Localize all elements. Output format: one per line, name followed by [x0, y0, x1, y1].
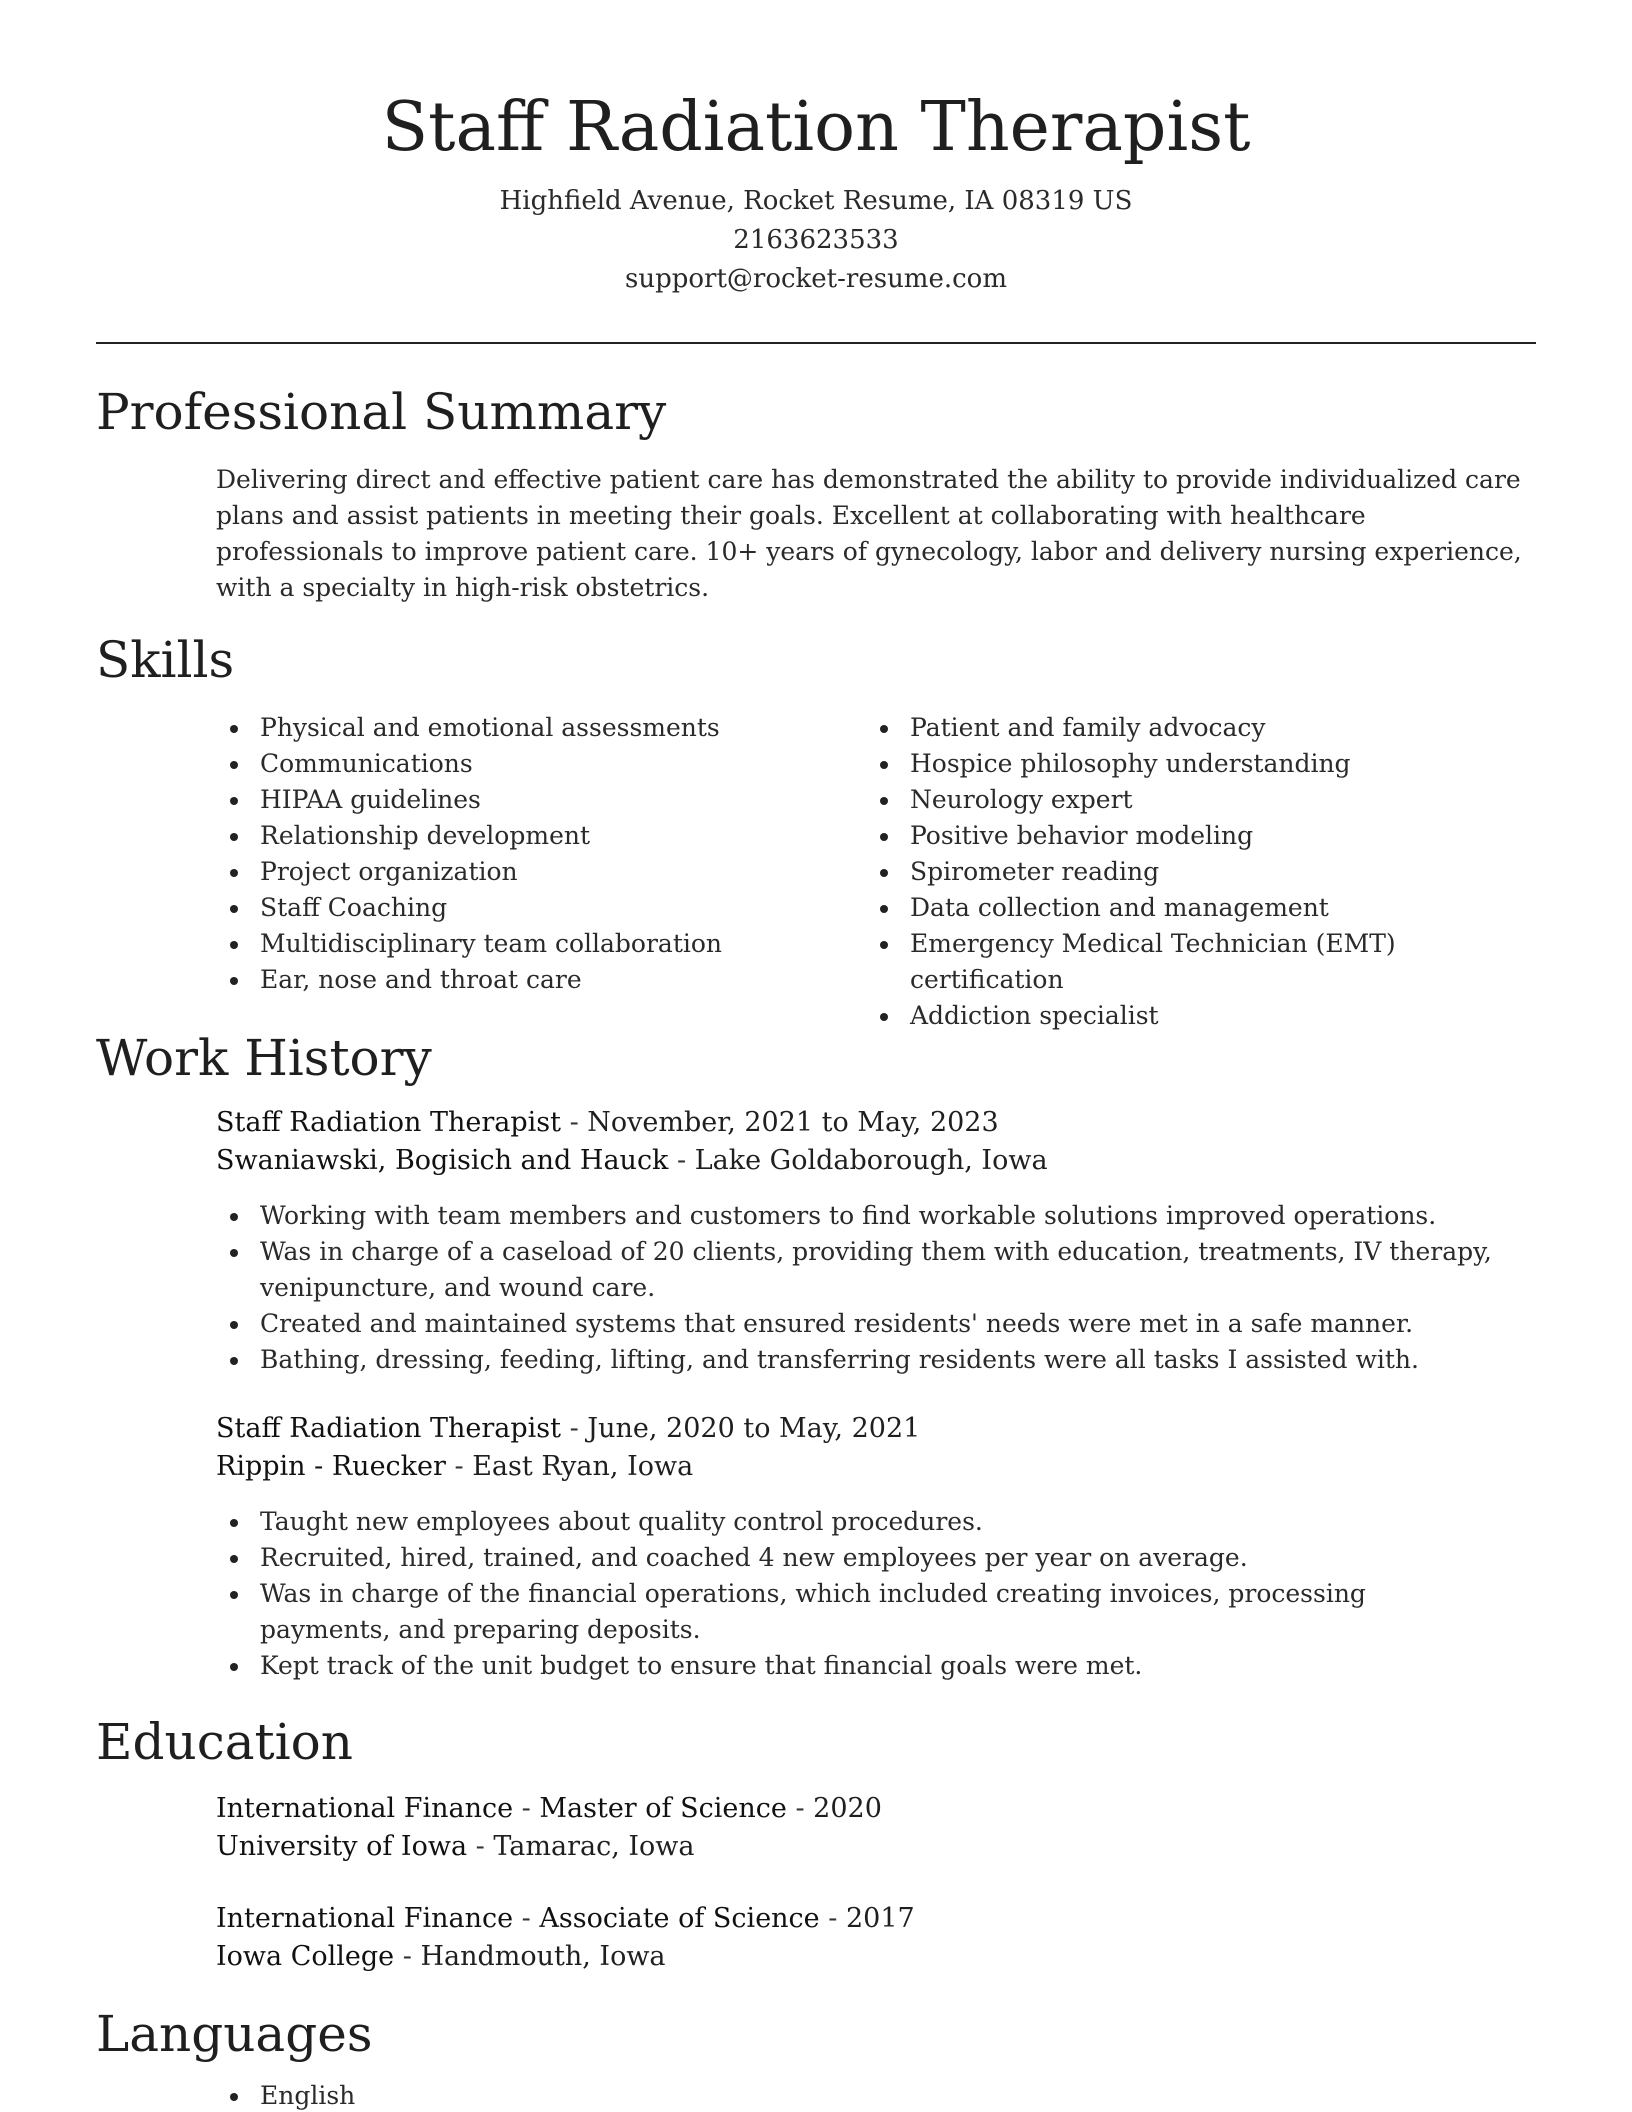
- list-item: Relationship development: [216, 818, 856, 854]
- list-item: Bathing, dressing, feeding, lifting, and transferring residents were all tasks I assisted with.: [216, 1342, 1536, 1378]
- job-company: Swaniawski, Bogisich and Hauck: [216, 1145, 669, 1176]
- school-name: Iowa College: [216, 1941, 395, 1972]
- job-entry: [216, 1104, 1536, 1180]
- summary-text: Delivering direct and effective patient care has demonstrated the ability to provide individualized care plans and assist patients in meeting their goals. Excellent at collaborating with healthcare professionals to improve patient care. 10+ years of gynecology, labor and delivery nursing experience, with a specialty in high-risk obstetrics.: [216, 465, 1522, 602]
- address: Highfield Avenue, Rocket Resume, IA 08319 US: [499, 186, 1133, 216]
- job-dates: June, 2020 to May, 2021: [587, 1413, 921, 1444]
- summary-heading: Professional Summary: [96, 383, 667, 441]
- skills-list-right: [866, 710, 1546, 1034]
- list-item: Data collection and management: [866, 890, 1546, 926]
- school-location: Handmouth, Iowa: [420, 1941, 666, 1972]
- education-heading: Education: [96, 1713, 353, 1771]
- list-item: Project organization: [216, 854, 856, 890]
- email: support@rocket-resume.com: [624, 264, 1007, 294]
- resume-header: [96, 84, 1536, 299]
- job-title-line: [216, 1410, 1536, 1448]
- list-item: English: [216, 2078, 1536, 2112]
- separator: -: [561, 1107, 588, 1138]
- list-item: Patient and family advocacy: [866, 710, 1546, 746]
- skills-heading: Skills: [96, 631, 235, 689]
- job-company-line: [216, 1142, 1536, 1180]
- list-item: Multidisciplinary team collaboration: [216, 926, 856, 962]
- separator: -: [467, 1831, 494, 1862]
- work-history-heading: Work History: [96, 1029, 432, 1087]
- languages-heading: Languages: [96, 2005, 373, 2063]
- job-dates: November, 2021 to May, 2023: [587, 1107, 999, 1138]
- list-item: Created and maintained systems that ensured residents' needs were met in a safe manner.: [216, 1306, 1536, 1342]
- job-role: Staff Radiation Therapist: [216, 1107, 561, 1138]
- phone: 2163623533: [733, 225, 899, 255]
- job-company-line: [216, 1448, 1536, 1486]
- list-item: Taught new employees about quality control procedures.: [216, 1504, 1536, 1540]
- education-entry: [216, 1790, 1536, 1866]
- degree-line: [216, 1900, 1536, 1938]
- separator: -: [786, 1793, 814, 1824]
- list-item: Positive behavior modeling: [866, 818, 1546, 854]
- contact-info: [96, 182, 1536, 299]
- separator: -: [513, 1903, 540, 1934]
- job-bullets: [216, 1198, 1536, 1378]
- job-title-line: [216, 1104, 1536, 1142]
- separator: -: [445, 1451, 473, 1482]
- job-bullets: [216, 1504, 1536, 1684]
- education-entry: [216, 1900, 1536, 1976]
- list-item: Was in charge of a caseload of 20 clients, providing them with education, treatments, IV therapy, venipuncture, and wound care.: [216, 1234, 1536, 1306]
- list-item: Physical and emotional assessments: [216, 710, 856, 746]
- list-item: Addiction specialist: [866, 998, 1546, 1034]
- job-entry: [216, 1410, 1536, 1486]
- list-item: Ear, nose and throat care: [216, 962, 856, 998]
- skills-list-left: [216, 710, 856, 998]
- degree: Associate of Science: [539, 1903, 820, 1934]
- list-item: Emergency Medical Technician (EMT) certification: [866, 926, 1546, 998]
- school-name: University of Iowa: [216, 1831, 468, 1862]
- list-item: Was in charge of the financial operations, which included creating invoices, processing payments, and preparing deposits.: [216, 1576, 1536, 1648]
- list-item: Working with team members and customers to find workable solutions improved operations.: [216, 1198, 1536, 1234]
- field-of-study: International Finance: [216, 1793, 514, 1824]
- school-line: [216, 1828, 1536, 1866]
- candidate-title: Staff Radiation Therapist: [381, 88, 1251, 167]
- school-location: Tamarac, Iowa: [493, 1831, 695, 1862]
- list-item: Spirometer reading: [866, 854, 1546, 890]
- job-location: Lake Goldaborough, Iowa: [694, 1145, 1048, 1176]
- list-item: HIPAA guidelines: [216, 782, 856, 818]
- job-company: Rippin - Ruecker: [216, 1451, 446, 1482]
- languages-list: [216, 2078, 1536, 2112]
- list-item: Hospice philosophy understanding: [866, 746, 1546, 782]
- list-item: Recruited, hired, trained, and coached 4 new employees per year on average.: [216, 1540, 1536, 1576]
- separator: -: [561, 1413, 588, 1444]
- list-item: Kept track of the unit budget to ensure that financial goals were met.: [216, 1648, 1536, 1684]
- school-line: [216, 1938, 1536, 1976]
- separator: -: [668, 1145, 695, 1176]
- degree: Master of Science: [539, 1793, 787, 1824]
- separator: -: [394, 1941, 421, 1972]
- field-of-study: International Finance: [216, 1903, 514, 1934]
- header-divider: [96, 342, 1536, 344]
- separator: -: [513, 1793, 540, 1824]
- job-role: Staff Radiation Therapist: [216, 1413, 561, 1444]
- list-item: Communications: [216, 746, 856, 782]
- graduation-year: 2017: [845, 1903, 915, 1934]
- list-item: Neurology expert: [866, 782, 1546, 818]
- graduation-year: 2020: [813, 1793, 882, 1824]
- job-location: East Ryan, Iowa: [472, 1451, 694, 1482]
- separator: -: [819, 1903, 846, 1934]
- degree-line: [216, 1790, 1536, 1828]
- list-item: Staff Coaching: [216, 890, 856, 926]
